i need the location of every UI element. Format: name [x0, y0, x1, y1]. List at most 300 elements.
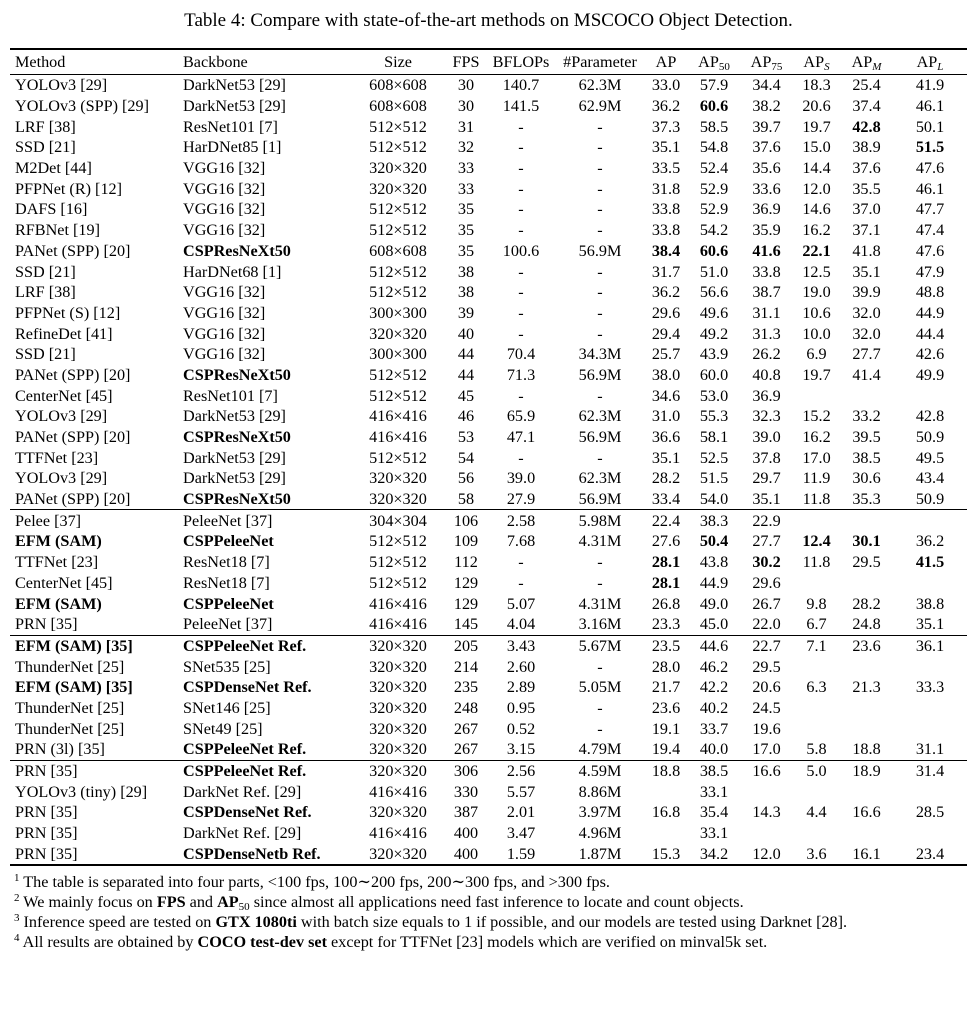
footnote-text: The table is separated into four parts, <100 fps, 100∼200 fps, 200∼300 fps, and >300 fps.: [23, 873, 610, 892]
cell-aps: [793, 823, 840, 844]
header-ap50-sub: 50: [718, 61, 730, 73]
header-apm-base: AP: [851, 53, 873, 71]
cell-apm: [840, 385, 893, 406]
cell-ap: 28.0: [651, 657, 681, 676]
cell-bflops: 5.57: [506, 782, 536, 801]
cell-fps: 129: [453, 594, 479, 613]
cell-ap75: 39.0: [752, 428, 781, 447]
cell-params: -: [597, 386, 603, 405]
cell-bflops: 39.0: [506, 469, 536, 488]
cell-ap: 33.0: [651, 76, 681, 95]
cell-backbone: DarkNet53 [29]: [183, 407, 286, 426]
cell-backbone: PeleeNet [37]: [183, 615, 273, 634]
cell-size: 320×320: [369, 678, 427, 697]
cell-apm: 28.2: [852, 594, 881, 613]
cell-aps: 19.0: [802, 283, 831, 302]
cell-backbone: VGG16 [32]: [183, 324, 266, 343]
cell-ap50: 58.5: [699, 117, 729, 136]
cell-apm: 32.0: [852, 324, 881, 343]
cell-bflops: 2.01: [506, 803, 536, 822]
cell-ap: 38.4: [651, 241, 681, 260]
footnote-text: FPS: [156, 893, 186, 912]
cell-bflops: 3.43: [486, 635, 556, 656]
table-row: [10, 282, 967, 303]
cell-apl: 43.4: [915, 469, 945, 488]
cell-size: 320×320: [369, 324, 427, 343]
table-row: [10, 220, 967, 241]
cell-ap75: 35.9: [752, 221, 781, 240]
cell-apm: 16.1: [840, 843, 893, 865]
cell-bflops: -: [518, 573, 524, 592]
cell-params: 5.05M: [578, 678, 622, 697]
cell-size: 608×608: [369, 97, 427, 116]
cell-apm: [840, 718, 893, 739]
cell-apm: 21.3: [852, 678, 881, 697]
header-size: Size: [350, 49, 446, 75]
cell-bflops: -: [518, 553, 524, 572]
cell-bflops: 2.58: [486, 510, 556, 531]
cell-size: 416×416: [369, 428, 427, 447]
cell-aps: [793, 573, 840, 594]
cell-apm: 37.6: [852, 159, 881, 178]
cell-size: 320×320: [369, 179, 427, 198]
cell-method: PRN (3l) [35]: [15, 740, 105, 759]
cell-bflops: 7.68: [506, 532, 536, 551]
cell-ap: 36.2: [651, 97, 681, 116]
cell-size: 608×608: [369, 76, 427, 95]
header-ap75: [740, 49, 793, 75]
cell-apl: 33.3: [915, 678, 945, 697]
cell-bflops: 2.89: [506, 678, 536, 697]
cell-method: YOLOv3 [29]: [15, 76, 108, 95]
footnote-text: AP: [217, 893, 239, 912]
cell-ap50: 56.6: [699, 283, 729, 302]
cell-backbone: VGG16 [32]: [183, 303, 266, 322]
header-ap75-sub: 75: [771, 61, 783, 73]
cell-ap75: 19.6: [752, 719, 781, 738]
cell-backbone: DarkNet53 [29]: [183, 76, 286, 95]
cell-backbone: HarDNet68 [1]: [183, 262, 282, 281]
cell-size: 320×320: [369, 803, 427, 822]
cell-ap75: 41.6: [752, 241, 781, 260]
cell-aps: 12.0: [802, 179, 831, 198]
cell-ap50: 34.2: [688, 843, 740, 865]
cell-size: 512×512: [369, 386, 427, 405]
cell-apl: 50.9: [915, 490, 945, 509]
cell-backbone: CSPPeleeNet: [183, 594, 274, 613]
cell-ap: 35.1: [651, 448, 681, 467]
cell-size: 320×320: [369, 698, 427, 717]
cell-backbone: VGG16 [32]: [183, 345, 266, 364]
cell-bflops: -: [518, 221, 524, 240]
cell-apm: 32.0: [852, 303, 881, 322]
cell-backbone: DarkNet Ref. [29]: [183, 782, 302, 801]
header-apm-sub: M: [872, 61, 882, 73]
cell-aps: 5.0: [793, 760, 840, 781]
cell-ap50: 52.5: [699, 448, 729, 467]
cell-method: EFM (SAM): [15, 594, 102, 613]
cell-apl: 28.5: [915, 803, 945, 822]
cell-ap50: 60.6: [699, 97, 729, 116]
cell-apl: 38.8: [915, 594, 945, 613]
cell-params: -: [597, 698, 603, 717]
table-row: [10, 427, 967, 448]
header-ap50-base: AP: [698, 53, 719, 71]
results-table: [10, 48, 967, 866]
cell-ap75: 40.8: [752, 365, 781, 384]
cell-ap50: 54.2: [699, 221, 729, 240]
cell-ap75: 22.7: [740, 635, 793, 656]
footnote-text: 50: [238, 901, 250, 914]
cell-bflops: -: [518, 386, 524, 405]
table-row: [10, 739, 967, 760]
footnote-number: 3: [14, 912, 20, 925]
cell-ap50: 50.4: [699, 532, 729, 551]
footnote-text: except for TTFNet [23] models which are verified on minval5k set.: [327, 933, 768, 952]
cell-apm: 41.4: [852, 365, 881, 384]
cell-ap: 16.8: [651, 803, 681, 822]
cell-ap50: 57.9: [699, 76, 729, 95]
table-row: [10, 489, 967, 510]
cell-ap: 28.1: [651, 573, 681, 592]
table-row: [10, 199, 967, 220]
cell-size: 416×416: [369, 782, 427, 801]
cell-method: TTFNet [23]: [15, 448, 99, 467]
cell-fps: 306: [446, 760, 486, 781]
cell-ap75: 34.4: [752, 76, 781, 95]
cell-apl: 47.9: [915, 262, 945, 281]
table-row: [10, 781, 967, 802]
cell-apm: 18.8: [852, 740, 881, 759]
cell-ap75: 26.7: [752, 594, 781, 613]
cell-bflops: -: [518, 324, 524, 343]
cell-aps: 10.0: [802, 324, 831, 343]
cell-params: 1.87M: [556, 843, 644, 865]
cell-apl: [893, 823, 967, 844]
cell-size: 416×416: [369, 407, 427, 426]
cell-size: 320×320: [350, 635, 446, 656]
cell-backbone: ResNet101 [7]: [183, 117, 278, 136]
cell-size: 512×512: [369, 138, 427, 157]
cell-ap50: 60.0: [699, 365, 729, 384]
cell-params: 3.97M: [578, 803, 622, 822]
cell-ap50: 49.6: [699, 303, 729, 322]
cell-params: -: [597, 159, 603, 178]
cell-apm: 37.1: [852, 221, 881, 240]
cell-apl: [893, 698, 967, 719]
cell-method: DAFS [16]: [15, 200, 88, 219]
cell-apl: 49.9: [915, 365, 945, 384]
cell-apl: 36.2: [915, 532, 945, 551]
cell-ap: 38.0: [651, 365, 681, 384]
cell-ap75: 31.1: [752, 303, 781, 322]
cell-ap: 36.6: [651, 428, 681, 447]
header-apl: [893, 49, 967, 75]
cell-aps: 6.9: [806, 345, 827, 364]
table-row: [10, 802, 967, 823]
header-ap75-base: AP: [750, 53, 772, 71]
cell-aps: 15.2: [802, 407, 831, 426]
cell-params: -: [597, 657, 603, 676]
cell-method: ThunderNet [25]: [15, 698, 125, 717]
header-apm: [840, 49, 893, 75]
header-ap: AP: [644, 49, 688, 75]
cell-ap: 22.4: [644, 510, 688, 531]
cell-fps: 35: [457, 221, 475, 240]
cell-apm: 35.3: [852, 490, 881, 509]
cell-method: M2Det [44]: [15, 159, 92, 178]
cell-size: 320×320: [369, 740, 427, 759]
cell-params: -: [597, 719, 603, 738]
cell-ap75: 12.0: [740, 843, 793, 865]
cell-params: 34.3M: [578, 345, 622, 364]
table-row: [10, 447, 967, 468]
cell-bflops: 70.4: [506, 345, 536, 364]
cell-ap50: 40.0: [699, 740, 729, 759]
table-row: [10, 158, 967, 179]
cell-bflops: -: [518, 303, 524, 322]
cell-ap75: 22.0: [752, 615, 781, 634]
cell-fps: 400: [453, 824, 479, 843]
cell-fps: 330: [453, 782, 479, 801]
cell-apl: [893, 718, 967, 739]
cell-fps: 38: [457, 262, 475, 281]
cell-ap: [644, 781, 688, 802]
cell-apl: 51.5: [915, 138, 945, 157]
header-aps: [793, 49, 840, 75]
cell-apm: 42.8: [852, 117, 881, 136]
cell-ap75: 35.6: [752, 159, 781, 178]
cell-params: 62.3M: [578, 407, 622, 426]
cell-ap75: 33.8: [752, 262, 781, 281]
cell-apm: 16.6: [852, 803, 881, 822]
cell-ap75: 36.9: [752, 386, 781, 405]
header-row: [10, 49, 967, 75]
cell-aps: 6.7: [806, 615, 827, 634]
cell-fps: 32: [457, 138, 475, 157]
cell-params: -: [597, 573, 603, 592]
cell-ap50: 35.4: [699, 803, 729, 822]
cell-ap50: 49.0: [699, 594, 729, 613]
cell-ap: 31.7: [651, 262, 681, 281]
table-row: [10, 241, 967, 262]
cell-ap75: 17.0: [752, 740, 781, 759]
cell-aps: 12.5: [802, 262, 831, 281]
cell-aps: 10.6: [802, 303, 831, 322]
cell-ap75: 26.2: [752, 345, 781, 364]
header-apl-base: AP: [916, 53, 938, 71]
cell-fps: 248: [453, 698, 479, 717]
cell-method: EFM (SAM) [35]: [10, 635, 178, 656]
cell-apm: [840, 823, 893, 844]
footnote-number: 4: [14, 932, 20, 945]
cell-apl: 42.6: [915, 345, 945, 364]
cell-ap50: 43.9: [699, 345, 729, 364]
cell-backbone: CSPResNeXt50: [183, 241, 291, 260]
cell-fps: 44: [457, 345, 475, 364]
cell-apm: 35.1: [852, 262, 881, 281]
cell-fps: 45: [457, 386, 475, 405]
cell-params: 4.96M: [578, 824, 622, 843]
cell-method: LRF [38]: [15, 283, 76, 302]
cell-apl: [893, 656, 967, 677]
footnote-text: with batch size equals to 1 if possible, and our models are tested using Darknet [28].: [296, 913, 848, 932]
cell-backbone: CSPResNeXt50: [183, 365, 291, 384]
header-bflops: BFLOPs: [486, 49, 556, 75]
cell-aps: [793, 781, 840, 802]
cell-bflops: 5.07: [506, 594, 536, 613]
cell-backbone: CSPResNeXt50: [183, 428, 291, 447]
cell-backbone: CSPPeleeNet: [183, 532, 274, 551]
cell-ap: 36.2: [651, 283, 681, 302]
cell-ap50: 60.6: [699, 241, 729, 260]
cell-aps: [793, 510, 840, 531]
header-backbone: Backbone: [178, 49, 350, 75]
cell-params: 4.31M: [578, 594, 622, 613]
cell-ap50: 33.1: [699, 824, 729, 843]
table-row: [10, 698, 967, 719]
cell-params: 62.3M: [578, 469, 622, 488]
cell-method: PANet (SPP) [20]: [15, 490, 131, 509]
cell-aps: [793, 385, 840, 406]
cell-backbone: VGG16 [32]: [183, 221, 266, 240]
cell-method: SSD [21]: [15, 345, 76, 364]
cell-apl: [893, 510, 967, 531]
cell-fps: 106: [446, 510, 486, 531]
cell-aps: 9.8: [806, 594, 827, 613]
cell-ap: 29.6: [651, 303, 681, 322]
cell-ap50: 55.3: [699, 407, 729, 426]
cell-ap50: 33.1: [699, 782, 729, 801]
cell-apm: 37.4: [852, 97, 881, 116]
cell-ap50: 44.6: [688, 635, 740, 656]
cell-aps: 16.2: [802, 428, 831, 447]
cell-ap75: 30.2: [752, 553, 781, 572]
cell-params: 5.98M: [556, 510, 644, 531]
cell-backbone: SNet535 [25]: [183, 657, 271, 676]
cell-ap: 28.2: [651, 469, 681, 488]
footnote: [14, 932, 967, 952]
cell-backbone: ResNet101 [7]: [183, 386, 278, 405]
cell-backbone: SNet146 [25]: [183, 698, 271, 717]
cell-backbone: CSPDenseNet Ref.: [183, 803, 312, 822]
cell-fps: 53: [457, 428, 475, 447]
cell-bflops: 2.56: [486, 760, 556, 781]
cell-method: RFBNet [19]: [15, 221, 100, 240]
table-caption: Table 4: Compare with state-of-the-art methods on MSCOCO Object Detection.: [184, 10, 793, 31]
cell-method: YOLOv3 (tiny) [29]: [15, 782, 148, 801]
cell-ap75: 37.8: [752, 448, 781, 467]
cell-ap50: 54.8: [699, 138, 729, 157]
cell-fps: 30: [457, 76, 475, 95]
cell-params: 4.59M: [556, 760, 644, 781]
cell-ap: 26.8: [651, 594, 681, 613]
cell-fps: 58: [457, 490, 475, 509]
cell-fps: 54: [457, 448, 475, 467]
cell-size: 320×320: [350, 760, 446, 781]
cell-size: 300×300: [369, 303, 427, 322]
cell-ap75: 24.5: [752, 698, 781, 717]
cell-aps: 15.0: [802, 138, 831, 157]
cell-apl: [893, 573, 967, 594]
cell-method: PANet (SPP) [20]: [15, 241, 131, 260]
cell-apl: 46.1: [915, 97, 945, 116]
cell-apm: 37.0: [852, 200, 881, 219]
cell-method: TTFNet [23]: [15, 553, 99, 572]
cell-backbone: ResNet18 [7]: [183, 573, 270, 592]
cell-bflops: 2.60: [506, 657, 536, 676]
cell-apm: 38.5: [852, 448, 881, 467]
cell-bflops: -: [518, 138, 524, 157]
cell-backbone: CSPDenseNetb Ref.: [178, 843, 350, 865]
cell-ap50: 40.2: [699, 698, 729, 717]
cell-ap50: 45.0: [699, 615, 729, 634]
cell-ap75: 39.7: [752, 117, 781, 136]
cell-backbone: VGG16 [32]: [183, 179, 266, 198]
cell-ap75: 14.3: [752, 803, 781, 822]
cell-apl: 44.9: [915, 303, 945, 322]
cell-backbone: HarDNet85 [1]: [183, 138, 282, 157]
cell-ap: 27.6: [651, 532, 681, 551]
cell-apm: 24.8: [852, 615, 881, 634]
cell-ap: 33.5: [651, 159, 681, 178]
cell-apl: 36.1: [893, 635, 967, 656]
cell-backbone: PeleeNet [37]: [178, 510, 350, 531]
cell-ap50: 53.0: [699, 386, 729, 405]
cell-size: 512×512: [369, 262, 427, 281]
cell-apm: 33.2: [852, 407, 881, 426]
cell-apm: [840, 573, 893, 594]
cell-fps: 400: [446, 843, 486, 865]
cell-backbone: SNet49 [25]: [183, 719, 263, 738]
cell-params: -: [597, 448, 603, 467]
footnote-text: GTX 1080ti: [215, 913, 297, 932]
cell-bflops: 4.04: [506, 615, 536, 634]
cell-apm: 41.8: [852, 241, 881, 260]
cell-apl: 50.1: [915, 117, 945, 136]
cell-ap75: 37.6: [752, 138, 781, 157]
footnote-number: 2: [14, 892, 20, 905]
cell-bflops: 3.15: [506, 740, 536, 759]
table-row: [10, 385, 967, 406]
cell-method: EFM (SAM) [35]: [15, 678, 133, 697]
cell-backbone: VGG16 [32]: [183, 283, 266, 302]
cell-ap: 31.8: [651, 179, 681, 198]
cell-bflops: -: [518, 159, 524, 178]
table-row: [10, 573, 967, 594]
cell-ap: 33.4: [651, 490, 681, 509]
cell-aps: 7.1: [793, 635, 840, 656]
cell-apl: 41.9: [915, 76, 945, 95]
cell-method: ThunderNet [25]: [15, 719, 125, 738]
cell-backbone: DarkNet Ref. [29]: [183, 824, 302, 843]
cell-fps: 39: [457, 303, 475, 322]
cell-apm: [840, 781, 893, 802]
cell-fps: 56: [457, 469, 475, 488]
cell-aps: 14.4: [802, 159, 831, 178]
table-row: [10, 718, 967, 739]
cell-aps: 19.7: [802, 117, 831, 136]
cell-ap50: 42.2: [699, 678, 729, 697]
table-row: [10, 677, 967, 698]
cell-fps: 35: [457, 200, 475, 219]
cell-backbone: CSPPeleeNet Ref.: [183, 740, 307, 759]
cell-backbone: VGG16 [32]: [183, 159, 266, 178]
cell-fps: 214: [453, 657, 479, 676]
cell-method: CenterNet [45]: [15, 386, 113, 405]
cell-size: 512×512: [369, 365, 427, 384]
cell-aps: 14.6: [802, 200, 831, 219]
